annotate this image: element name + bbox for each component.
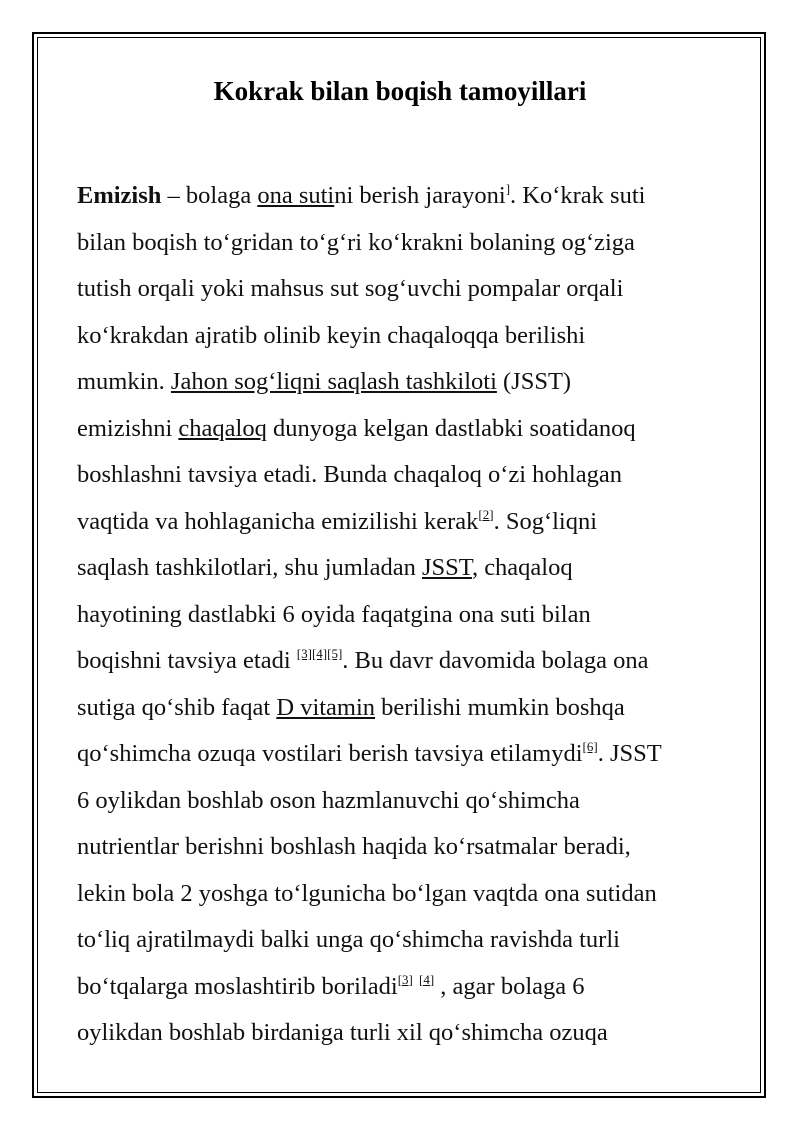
text-line [77, 173, 737, 220]
text-span: bo‘tqalarga moslashtirib boriladi [77, 972, 398, 1000]
text-line [77, 638, 737, 685]
text-span: , agar bolaga 6 [434, 972, 585, 1000]
footnote-reference[interactable]: [6] [582, 739, 598, 754]
hyperlink[interactable]: D vitamin [276, 693, 376, 721]
text-span: to‘liq ajratilmaydi balki unga qo‘shimcha ravishda turli [77, 926, 620, 953]
text-span: lekin bola 2 yoshga to‘lgunicha bo‘lgan vaqtda ona sutidan [77, 879, 657, 907]
text-span: . Ko‘krak suti [510, 182, 646, 209]
text-line [77, 871, 737, 918]
body-paragraph [77, 173, 737, 1057]
bold-term: Emizish [77, 182, 162, 209]
page-title: Kokrak bilan boqish tamoyillari [213, 76, 587, 106]
text-span: boshlashni tavsiya etadi. Bunda chaqaloq o‘zi hohlagan [77, 461, 622, 488]
text-span: tutish orqali yoki mahsus sut sog‘uvchi pompalar orqali [77, 275, 624, 302]
hyperlink[interactable]: JSST [422, 554, 472, 581]
footnote-reference[interactable]: [2] [478, 506, 494, 522]
text-line [77, 545, 737, 592]
text-span: hayotining dastlabki 6 oyida faqatgina ona suti bilan [77, 600, 591, 628]
text-span: dunyoga kelgan dastlabki soatidanoq [266, 414, 636, 442]
text-span: ni berish jarayoni [334, 182, 506, 209]
text-line [77, 917, 737, 964]
text-line [77, 220, 737, 267]
text-span: , chaqaloq [471, 554, 573, 581]
text-span: mumkin. [77, 368, 171, 395]
text-line [77, 499, 737, 546]
text-span: bilan boqish to‘gridan to‘g‘ri ko‘krakni bolaning og‘ziga [77, 228, 635, 256]
text-span: boqishni tavsiya etadi [77, 647, 297, 674]
text-span: vaqtida va hohlaganicha emizilishi kerak [77, 507, 479, 535]
text-line [77, 266, 737, 313]
footnote-reference[interactable]: [4] [419, 971, 435, 987]
text-span: saqlash tashkilotlari, shu jumladan [77, 554, 422, 581]
text-span: nutrientlar berishni boshlash haqida ko‘rsatmalar beradi, [77, 833, 631, 860]
text-span: – bolaga [161, 182, 258, 209]
text-line [77, 452, 737, 499]
text-line [77, 685, 737, 732]
hyperlink[interactable]: Jahon sog‘liqni saqlash tashkiloti [170, 368, 497, 395]
text-span: 6 oylikdan boshlab oson hazmlanuvchi qo‘shimcha [77, 786, 580, 814]
text-line [77, 359, 737, 406]
text-line [77, 592, 737, 639]
text-line [77, 731, 737, 778]
text-span: . Sog‘liqni [493, 507, 598, 535]
text-line [77, 313, 737, 360]
text-line [77, 1010, 737, 1057]
text-span: ko‘krakdan ajratib olinib keyin chaqaloqqa berilishi [77, 321, 586, 349]
text-span: qo‘shimcha ozuqa vostilari berish tavsiya etilamydi [77, 740, 583, 767]
text-line [77, 824, 737, 871]
text-span: . JSST [597, 740, 662, 767]
hyperlink[interactable]: chaqaloq [178, 414, 267, 442]
text-span: emizishni [77, 414, 179, 442]
footnote-reference[interactable]: [3] [397, 971, 413, 987]
footnote-reference[interactable]: ] [505, 181, 511, 196]
text-line [77, 964, 737, 1011]
text-span: . Bu davr davomida bolaga ona [342, 647, 649, 674]
text-span: oylikdan boshlab birdaniga turli xil qo‘shimcha ozuqa [77, 1019, 608, 1046]
text-line [77, 778, 737, 825]
text-line [77, 406, 737, 453]
hyperlink[interactable]: ona suti [257, 182, 335, 209]
footnote-reference[interactable]: [3][4][5] [296, 646, 343, 661]
text-span: sutiga qo‘shib faqat [77, 693, 277, 721]
text-span: berilishi mumkin boshqa [375, 693, 625, 721]
text-span: (JSST) [496, 368, 572, 395]
